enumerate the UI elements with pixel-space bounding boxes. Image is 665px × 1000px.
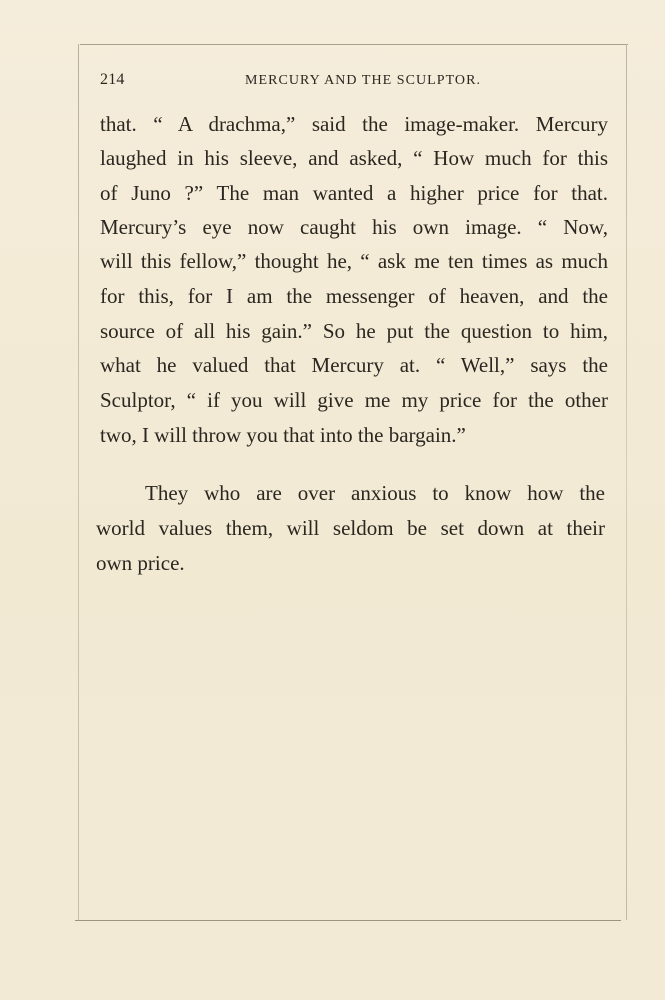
text-line: source of all his gain.” So he put the question to him, xyxy=(100,319,608,343)
text-line: of Juno ?” The man wanted a higher price for that. xyxy=(100,181,608,205)
text-line: will this fellow,” thought he, “ ask me ten times as much xyxy=(100,249,608,273)
text-line: two, I will throw you that into the bargain.” xyxy=(100,423,466,447)
text-line: laughed in his sleeve, and asked, “ How much for this xyxy=(100,146,608,170)
text-line: what he valued that Mercury at. “ Well,” says the xyxy=(100,353,608,377)
page-frame-top-rule xyxy=(80,44,628,45)
text-line: Mercury’s eye now caught his own image. “ Now, xyxy=(100,215,608,239)
page-frame-bottom-rule xyxy=(75,920,621,921)
moral-line: They who are over anxious to know how the xyxy=(145,481,605,505)
text-line: Sculptor, “ if you will give me my price for the other xyxy=(100,388,608,412)
page-frame-right-rule xyxy=(626,44,627,920)
moral-line: own price. xyxy=(96,551,185,575)
page-number: 214 xyxy=(100,71,125,88)
text-line: for this, for I am the messenger of heaven, and the xyxy=(100,284,608,308)
running-title: MERCURY AND THE SCULPTOR. xyxy=(245,73,482,88)
text-line: that. “ A drachma,” said the image-maker. Mercury xyxy=(100,112,608,136)
page-frame-left-rule xyxy=(78,44,79,920)
running-head xyxy=(100,71,608,95)
moral-line: world values them, will seldom be set down at their xyxy=(96,516,605,540)
